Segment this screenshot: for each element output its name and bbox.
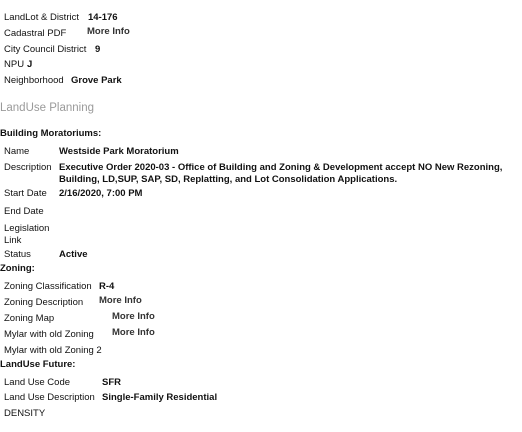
cadastral-label: Cadastral PDF bbox=[4, 28, 67, 39]
end-date-label: End Date bbox=[4, 206, 44, 217]
start-date-value: 2/16/2020, 7:00 PM bbox=[59, 188, 143, 199]
landlot-label: LandLot & District bbox=[4, 12, 79, 23]
moratorium-description-label: Description bbox=[4, 162, 52, 173]
cadastral-more-info-link[interactable]: More Info bbox=[87, 26, 130, 37]
building-moratoriums-heading: Building Moratoriums: bbox=[0, 128, 102, 139]
moratorium-name-label: Name bbox=[4, 146, 30, 157]
moratorium-name-value: Westside Park Moratorium bbox=[59, 146, 179, 157]
landlot-value: 14-176 bbox=[88, 12, 118, 23]
land-use-description-value: Single-Family Residential bbox=[102, 392, 218, 403]
mylar-old-zoning-2-label: Mylar with old Zoning 2 bbox=[4, 345, 102, 356]
density-label: DENSITY bbox=[4, 408, 46, 419]
zoning-classification-value: R-4 bbox=[99, 281, 115, 292]
moratorium-description-value: Executive Order 2020-03 - Office of Building and Zoning & Development accept NO New Rezoning, Building, LD,SUP, SAP, SD, Replatting, and Lot Consolidation Applications. bbox=[59, 162, 503, 185]
zoning-map-label: Zoning Map bbox=[4, 313, 55, 324]
npu-label: NPU bbox=[4, 59, 25, 70]
zoning-map-more-info-link[interactable]: More Info bbox=[112, 311, 155, 322]
start-date-label: Start Date bbox=[4, 188, 47, 199]
npu-value: J bbox=[27, 59, 33, 70]
land-use-code-label: Land Use Code bbox=[4, 377, 71, 388]
zoning-description-label: Zoning Description bbox=[4, 297, 84, 308]
land-use-description-label: Land Use Description bbox=[4, 392, 95, 403]
neighborhood-label: Neighborhood bbox=[4, 75, 64, 86]
neighborhood-value: Grove Park bbox=[71, 75, 122, 86]
mylar-old-zoning-label: Mylar with old Zoning bbox=[4, 329, 94, 340]
status-value: Active bbox=[59, 249, 88, 260]
council-district-label: City Council District bbox=[4, 44, 87, 55]
council-district-value: 9 bbox=[95, 44, 101, 55]
zoning-description-more-info-link[interactable]: More Info bbox=[99, 295, 142, 306]
zoning-heading: Zoning: bbox=[0, 263, 35, 274]
land-use-code-value: SFR bbox=[102, 377, 121, 388]
zoning-classification-label: Zoning Classification bbox=[4, 281, 92, 292]
mylar-more-info-link[interactable]: More Info bbox=[112, 327, 155, 338]
landuse-future-heading: LandUse Future: bbox=[0, 359, 76, 370]
legislation-link-label: Legislation Link bbox=[4, 223, 50, 246]
landuse-planning-heading: LandUse Planning bbox=[0, 102, 94, 114]
status-label: Status bbox=[4, 249, 31, 260]
